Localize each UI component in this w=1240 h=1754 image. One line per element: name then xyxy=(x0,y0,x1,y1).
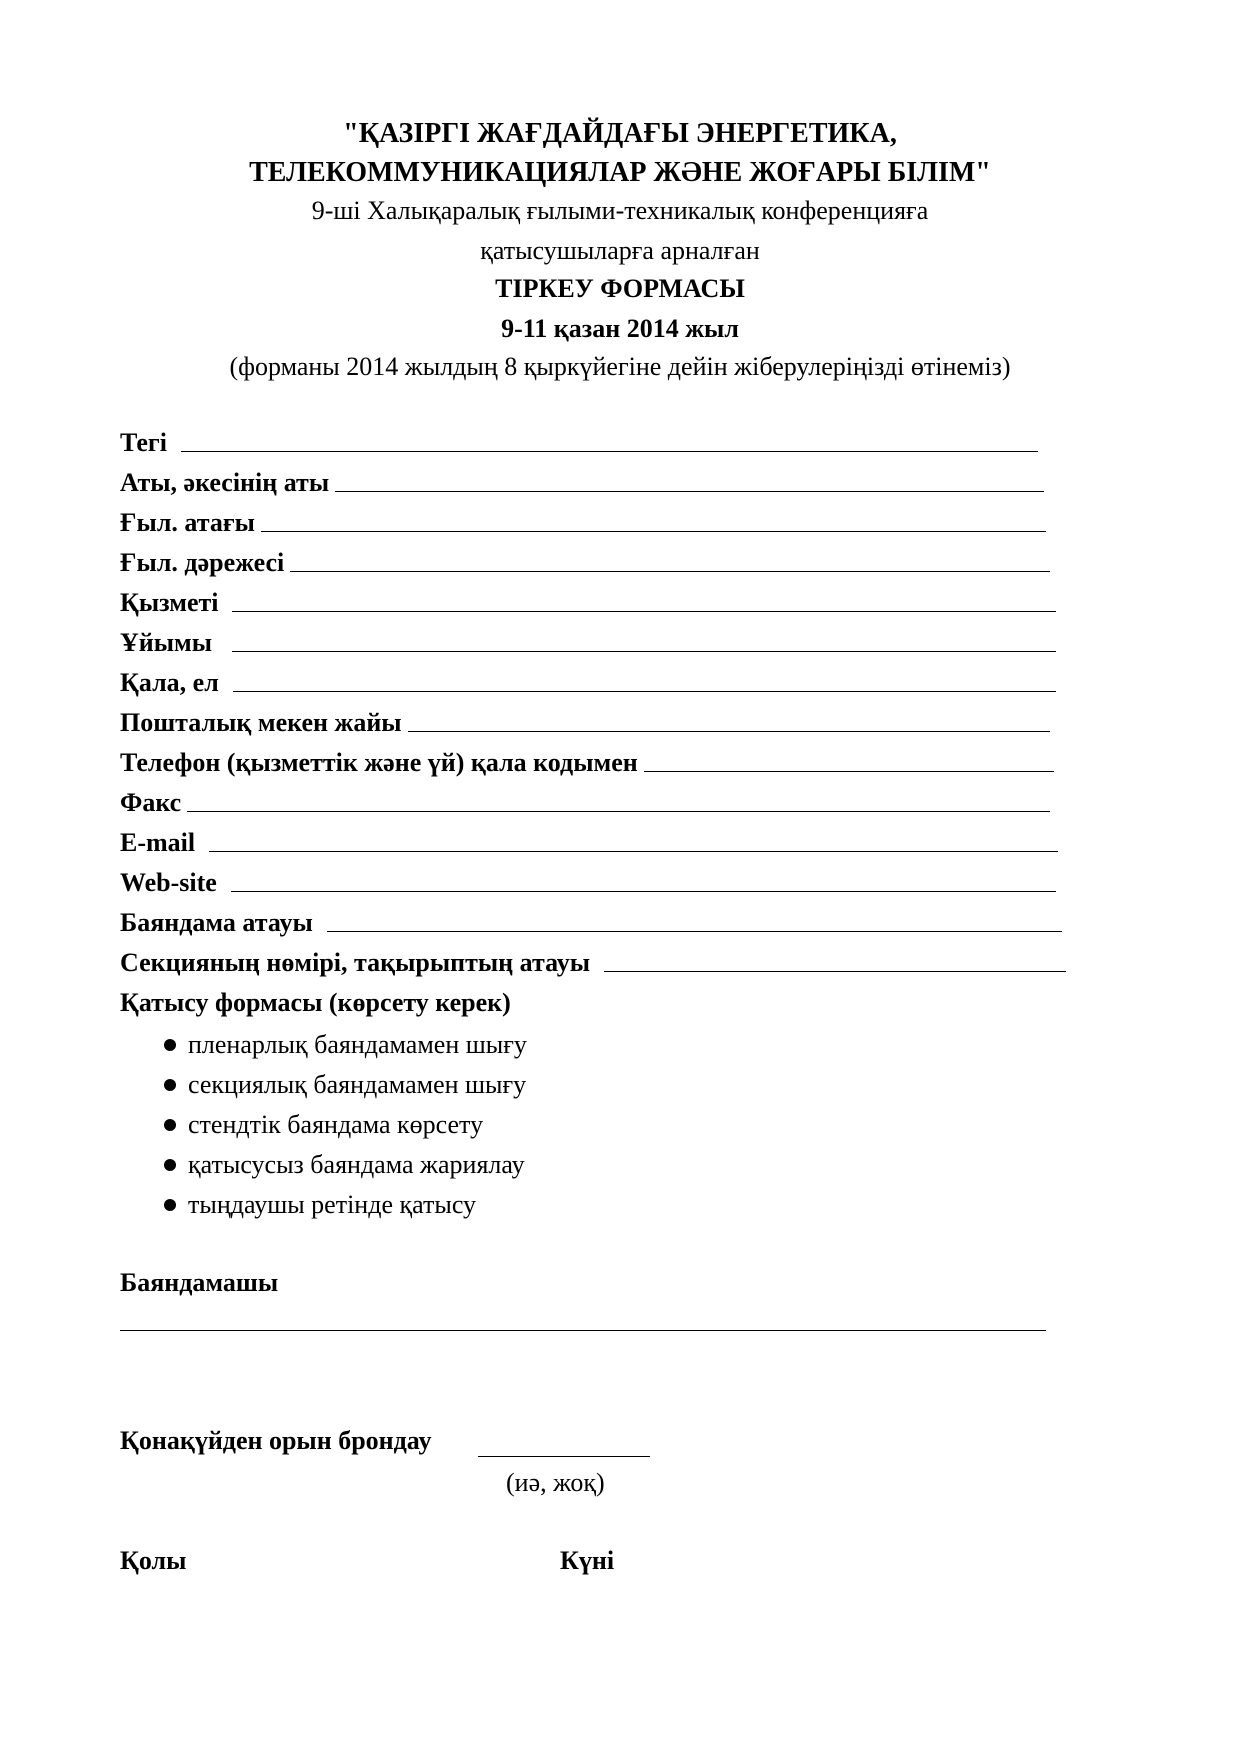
conference-title-line2: ТЕЛЕКОММУНИКАЦИЯЛАР ЖӘНЕ ЖОҒАРЫ БІЛІМ" xyxy=(249,157,991,188)
date-label: Күні xyxy=(560,1546,615,1575)
field-position xyxy=(120,578,1056,618)
participation-option-listener[interactable] xyxy=(164,1190,476,1220)
hotel-booking-label: Қонақүйден орын брондау xyxy=(120,1426,432,1455)
field-fill-line[interactable] xyxy=(261,531,1046,532)
field-city-country xyxy=(120,658,1056,698)
field-fill-line[interactable] xyxy=(408,731,1050,732)
conference-subtitle-line2: қатысушыларға арналған xyxy=(480,236,760,265)
participation-option-section[interactable] xyxy=(164,1070,526,1100)
field-fill-line[interactable] xyxy=(232,611,1056,612)
conference-dates: 9-11 қазан 2014 жыл xyxy=(501,314,739,343)
hotel-booking-hint: (иә, жоқ) xyxy=(506,1468,605,1497)
signature-label: Қолы xyxy=(120,1546,187,1575)
participation-option-plenary[interactable] xyxy=(164,1030,527,1060)
deadline-note: (форманы 2014 жылдың 8 қыркүйегіне дейін жіберулеріңізді өтінеміз) xyxy=(229,352,1011,381)
field-postal-address xyxy=(120,698,1050,738)
field-fill-line[interactable] xyxy=(232,651,1056,652)
field-report-title xyxy=(120,898,1062,938)
option-label: стендтік баяндама көрсету xyxy=(188,1110,484,1139)
field-name-patronymic xyxy=(120,458,1044,498)
bullet-icon xyxy=(164,1079,176,1091)
conference-subtitle-line1: 9-ші Халықаралық ғылыми-техникалық конференцияға xyxy=(311,196,929,225)
option-label: секциялық баяндамамен шығу xyxy=(188,1070,527,1099)
field-organization xyxy=(120,618,1056,658)
field-fill-line[interactable] xyxy=(233,691,1056,692)
field-label: Телефон (қызметтік және үй) қала кодымен xyxy=(120,748,638,777)
field-label: Тегі xyxy=(120,428,167,457)
field-academic-title xyxy=(120,498,1046,538)
field-label: Web-site xyxy=(120,868,217,897)
field-fax xyxy=(120,778,1050,818)
field-label: Ұйымы xyxy=(120,628,213,657)
option-label: қатысусыз баяндама жариялау xyxy=(188,1150,525,1179)
participation-option-poster[interactable] xyxy=(164,1110,483,1140)
field-fill-line[interactable] xyxy=(231,891,1056,892)
speaker-fill-line[interactable] xyxy=(120,1330,1046,1331)
field-fill-line[interactable] xyxy=(327,931,1062,932)
field-section-number-topic xyxy=(120,938,1066,978)
field-label: Қала, ел xyxy=(120,668,219,697)
participation-option-absentee[interactable] xyxy=(164,1150,525,1180)
field-label: Ғыл. дәрежесі xyxy=(120,548,285,577)
option-label: тыңдаушы ретінде қатысу xyxy=(188,1190,477,1219)
field-academic-degree xyxy=(120,538,1050,578)
conference-title-line1: "ҚАЗІРГІ ЖАҒДАЙДАҒЫ ЭНЕРГЕТИКА, xyxy=(343,118,897,149)
field-label: Ғыл. атағы xyxy=(120,508,255,537)
participation-form-label: Қатысу формасы (көрсету керек) xyxy=(120,988,511,1017)
field-fill-line[interactable] xyxy=(335,491,1044,492)
hotel-booking-fill-line[interactable] xyxy=(478,1456,650,1457)
field-label: Аты, әкесінің аты xyxy=(120,468,330,497)
field-label: Баяндама атауы xyxy=(120,908,313,937)
bullet-icon xyxy=(164,1199,176,1211)
field-label: Пошталық мекен жайы xyxy=(120,708,402,737)
field-fill-line[interactable] xyxy=(290,571,1050,572)
field-fill-line[interactable] xyxy=(604,971,1066,972)
field-fill-line[interactable] xyxy=(181,451,1038,452)
form-title: ТІРКЕУ ФОРМАСЫ xyxy=(495,274,745,303)
speaker-label: Баяндамашы xyxy=(120,1268,279,1297)
field-phone xyxy=(120,738,1054,778)
field-email xyxy=(120,818,1058,858)
bullet-icon xyxy=(164,1039,176,1051)
field-surname xyxy=(120,418,1038,458)
option-label: пленарлық баяндамамен шығу xyxy=(188,1030,527,1059)
field-label: Секцияның нөмірі, тақырыптың атауы xyxy=(120,948,591,977)
field-label: Қызметі xyxy=(120,588,219,617)
field-fill-line[interactable] xyxy=(644,771,1054,772)
bullet-icon xyxy=(164,1119,176,1131)
field-fill-line[interactable] xyxy=(187,811,1050,812)
field-website xyxy=(120,858,1056,898)
field-label: Факс xyxy=(120,788,182,817)
bullet-icon xyxy=(164,1159,176,1171)
field-fill-line[interactable] xyxy=(209,851,1058,852)
field-label: E-mail xyxy=(120,828,196,857)
